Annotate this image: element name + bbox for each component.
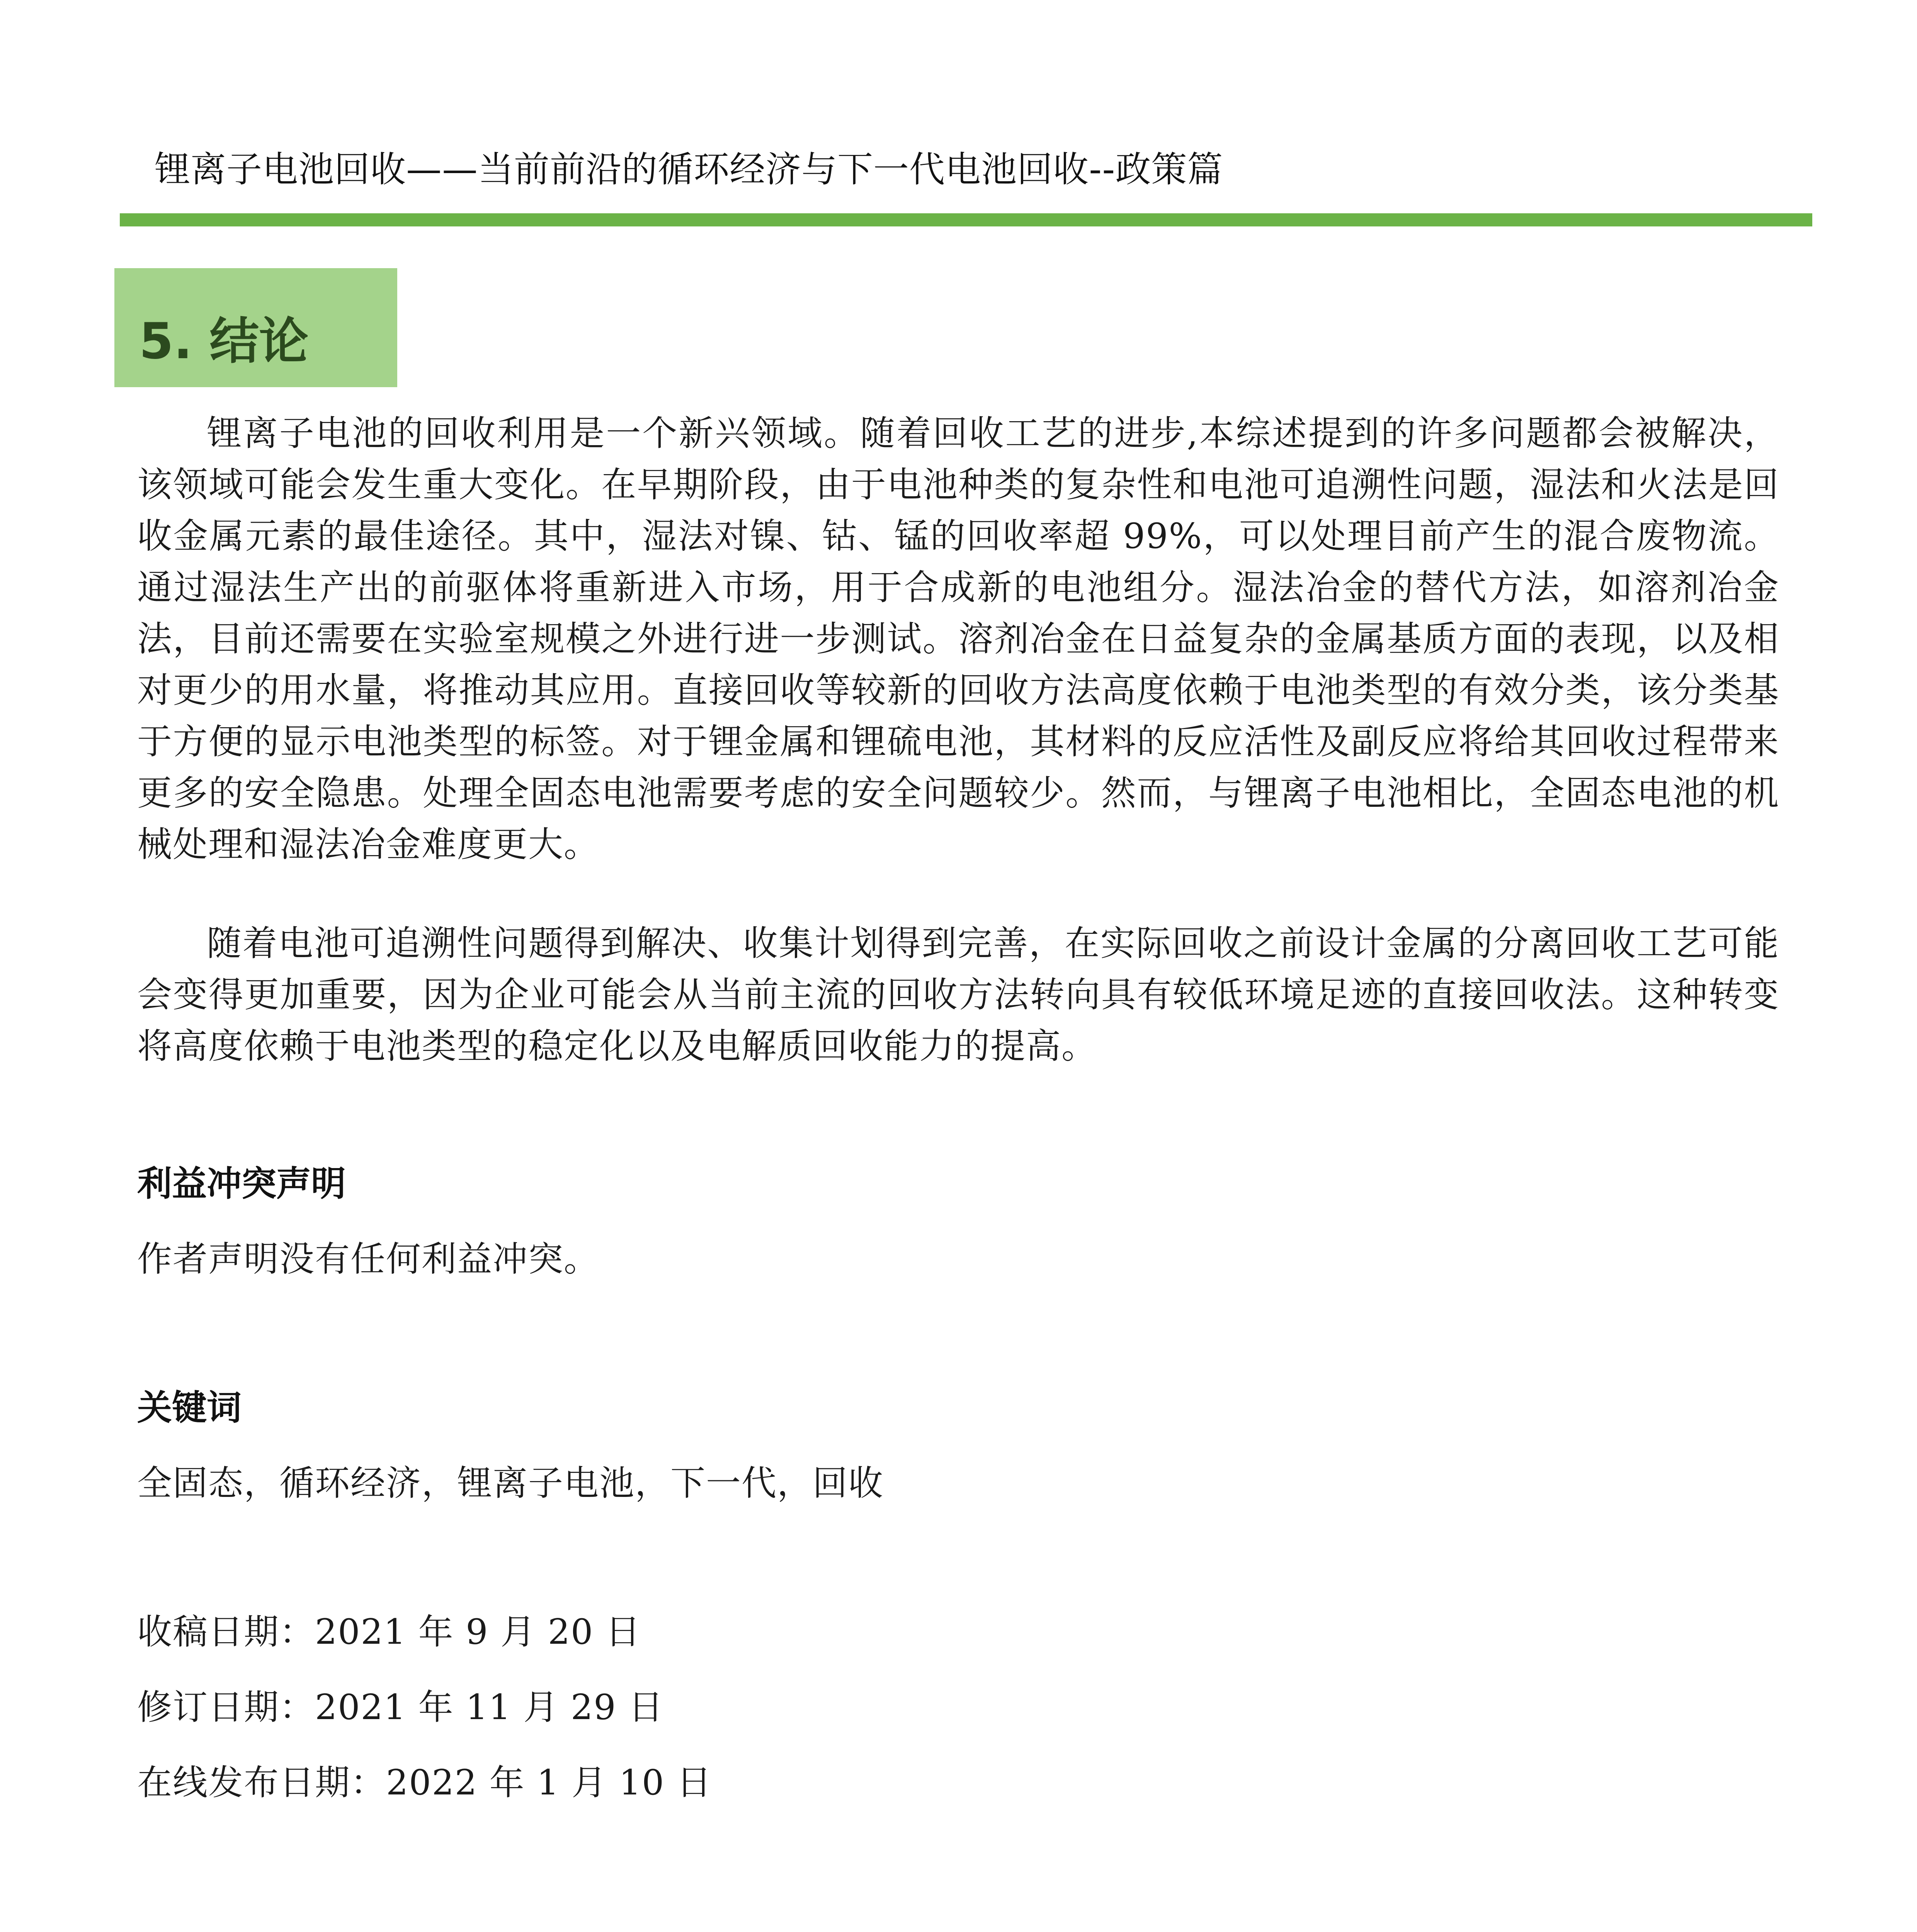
- body-paragraph-2: 随着电池可追溯性问题得到解决、收集计划得到完善，在实际回收之前设计金属的分离回收工艺可能会变得更加重要，因为企业可能会从当前主流的回收方法转向具有较低环境足迹的直接回收法。这种转变将高度依赖于电池类型的稳定化以及电解质回收能力的提高。: [137, 923, 1779, 1066]
- conflict-label: 利益冲突声明: [137, 1163, 346, 1204]
- conflict-text: 作者声明没有任何利益冲突。: [137, 1239, 599, 1279]
- revised-date: 修订日期：2021 年 11 月 29 日: [137, 1687, 664, 1728]
- body-paragraph-1: 锂离子电池的回收利用是一个新兴领域。随着回收工艺的进步,本综述提到的许多问题都会被解决，该领域可能会发生重大变化。在早期阶段，由于电池种类的复杂性和电池可追溯性问题，湿法和火法是回收金属元素的最佳途径。其中，湿法对镍、钴、锰的回收率超 99%，可以处理目前产生的混合废物流。通过湿法生产出的前驱体将重新进入市场，用于合成新的电池组分。湿法冶金的替代方法，如溶剂冶金法，目前还需要在实验室规模之外进行进一步测试。溶剂冶金在日益复杂的金属基质方面的表现，以及相对更少的用水量，将推动其应用。直接回收等较新的回收方法高度依赖于电池类型的有效分类，该分类基于方便的显示电池类型的标签。对于锂金属和锂硫电池，其材料的反应活性及副反应将给其回收过程带来更多的安全隐患。处理全固态电池需要考虑的安全问题较少。然而，与锂离子电池相比，全固态电池的机械处理和湿法冶金难度更大。: [137, 413, 1779, 865]
- keywords-text: 全固态，循环经济，锂离子电池，下一代，回收: [137, 1463, 884, 1503]
- header-rule: [120, 213, 1812, 226]
- received-date: 收稿日期：2021 年 9 月 20 日: [137, 1612, 641, 1652]
- published-date: 在线发布日期：2022 年 1 月 10 日: [137, 1762, 712, 1803]
- section-title: 5. 结论: [139, 313, 309, 370]
- keywords-label: 关键词: [137, 1388, 242, 1428]
- running-header-title: 锂离子电池回收——当前前沿的循环经济与下一代电池回收--政策篇: [155, 149, 1223, 190]
